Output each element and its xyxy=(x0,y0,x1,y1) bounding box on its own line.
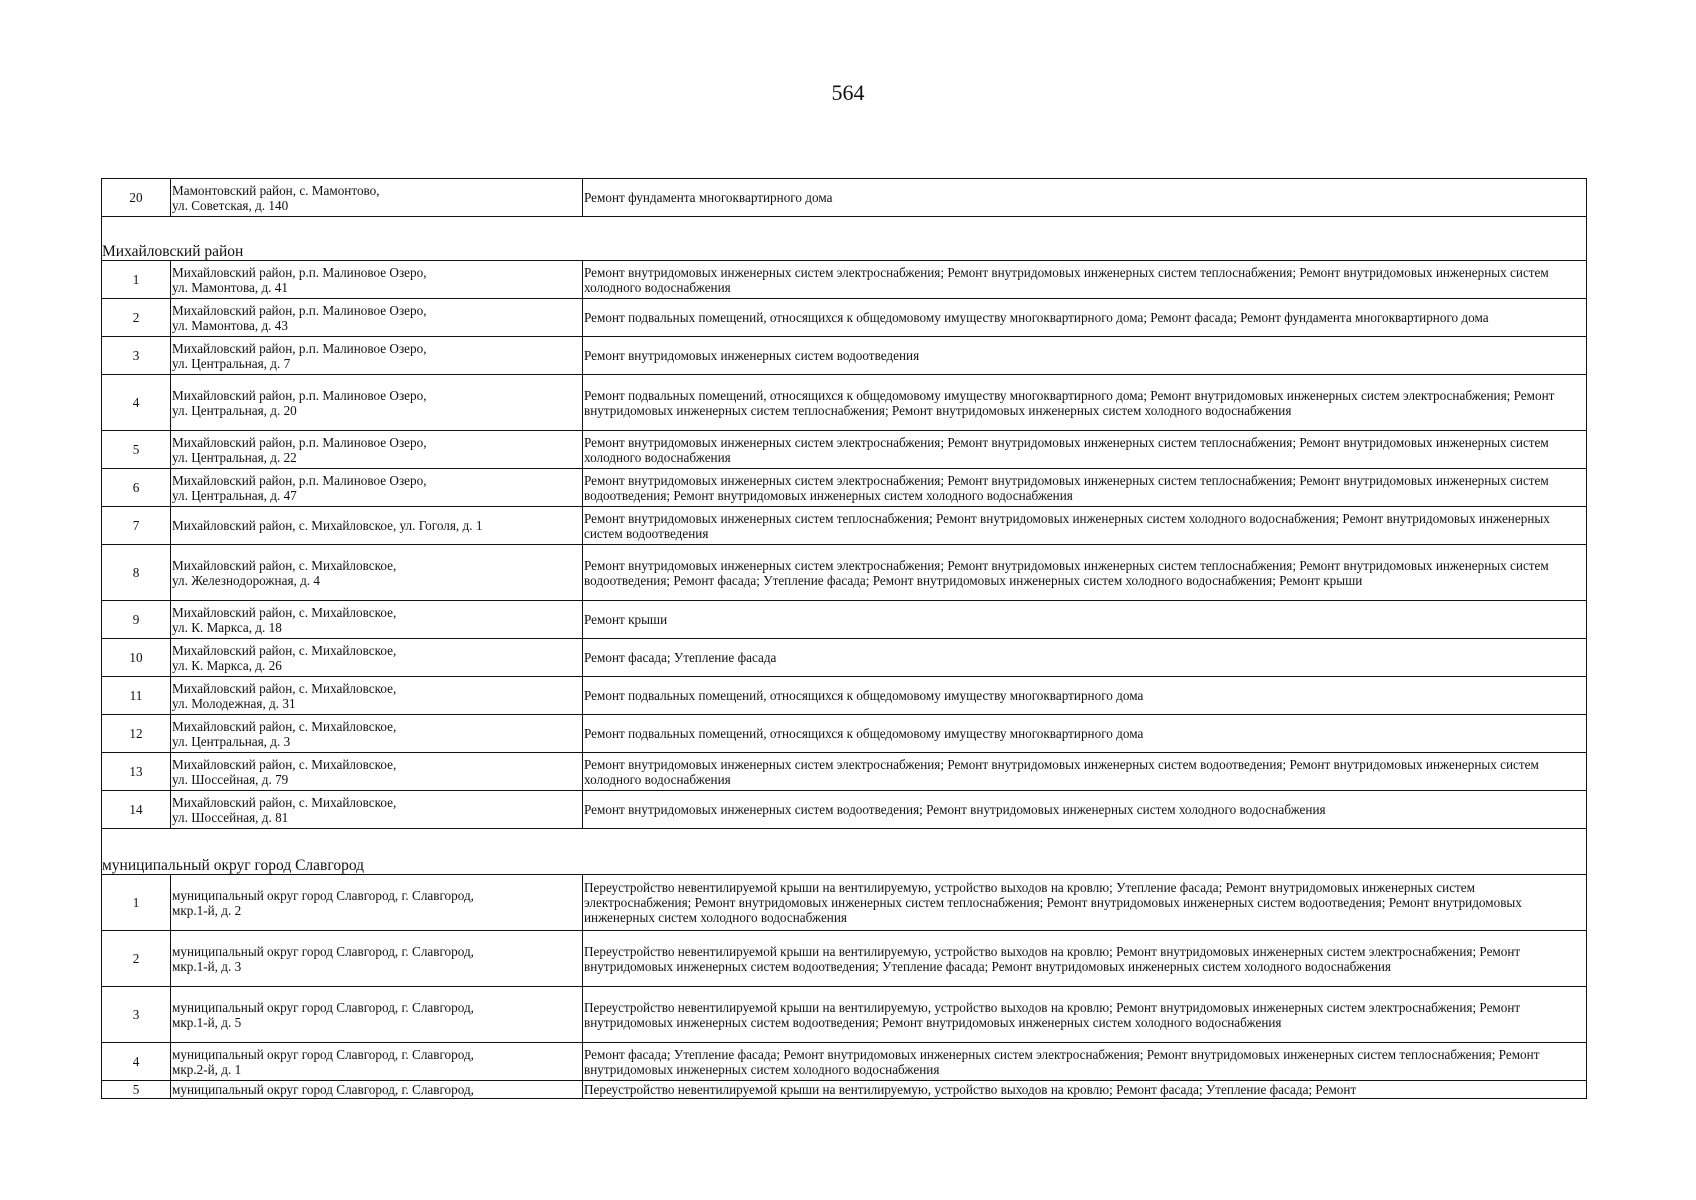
table-row xyxy=(102,431,1587,469)
works-cell: Ремонт внутридомовых инженерных систем электроснабжения; Ремонт внутридомовых инженерных систем теплоснабжения; Ремонт внутридомовых инженерных систем водоотведения; Ремонт внутридомовых инженерных систем холодного водоснабжения xyxy=(583,469,1587,507)
address-cell: Михайловский район, с. Михайловское, ул. К. Маркса, д. 18 xyxy=(171,601,583,639)
row-number: 4 xyxy=(102,375,171,431)
address-cell: Михайловский район, р.п. Малиновое Озеро, ул. Центральная, д. 20 xyxy=(171,375,583,431)
table-row xyxy=(102,931,1587,987)
row-number: 7 xyxy=(102,507,171,545)
works-cell: Ремонт внутридомовых инженерных систем электроснабжения; Ремонт внутридомовых инженерных систем теплоснабжения; Ремонт внутридомовых инженерных систем водоотведения; Ремонт фасада; Утепление фасада; Ремонт внутридомовых инженерных систем холодного водоснабжения; Ремонт крыши xyxy=(583,545,1587,601)
address-cell: муниципальный округ город Славгород, г. Славгород, мкр.2-й, д. 1 xyxy=(171,1043,583,1081)
address-cell: Михайловский район, с. Михайловское, ул. Молодежная, д. 31 xyxy=(171,677,583,715)
works-cell: Переустройство невентилируемой крыши на вентилируемую, устройство выходов на кровлю; Ремонт внутридомовых инженерных систем электроснабжения; Ремонт внутридомовых инженерных систем водоотведения; Утепление фасада; Ремонт внутридомовых инженерных систем холодного водоснабжения xyxy=(583,931,1587,987)
address-cell: муниципальный округ город Славгород, г. Славгород, мкр.1-й, д. 3 xyxy=(171,931,583,987)
row-number: 13 xyxy=(102,753,171,791)
row-number: 5 xyxy=(102,1081,171,1099)
address-cell: Михайловский район, р.п. Малиновое Озеро, ул. Мамонтова, д. 41 xyxy=(171,261,583,299)
table-row xyxy=(102,715,1587,753)
address-cell: Михайловский район, р.п. Малиновое Озеро, ул. Центральная, д. 7 xyxy=(171,337,583,375)
address-cell: Михайловский район, с. Михайловское, ул. Гоголя, д. 1 xyxy=(171,507,583,545)
works-cell: Ремонт внутридомовых инженерных систем водоотведения xyxy=(583,337,1587,375)
table-row xyxy=(102,875,1587,931)
section-header-row xyxy=(102,829,1587,875)
section-title: Михайловский район xyxy=(102,217,1587,261)
row-number: 5 xyxy=(102,431,171,469)
address-cell: Мамонтовский район, с. Мамонтово, ул. Советская, д. 140 xyxy=(171,179,583,217)
section-title: муниципальный округ город Славгород xyxy=(102,829,1587,875)
works-cell: Ремонт крыши xyxy=(583,601,1587,639)
table-row xyxy=(102,1081,1587,1099)
address-cell: Михайловский район, с. Михайловское, ул. К. Маркса, д. 26 xyxy=(171,639,583,677)
works-cell: Ремонт внутридомовых инженерных систем электроснабжения; Ремонт внутридомовых инженерных систем водоотведения; Ремонт внутридомовых инженерных систем холодного водоснабжения xyxy=(583,753,1587,791)
works-cell: Переустройство невентилируемой крыши на вентилируемую, устройство выходов на кровлю; Ремонт внутридомовых инженерных систем электроснабжения; Ремонт внутридомовых инженерных систем водоотведения; Ремонт внутридомовых инженерных систем холодного водоснабжения xyxy=(583,987,1587,1043)
repair-works-table xyxy=(101,178,1587,1099)
works-cell: Ремонт фасада; Утепление фасада; Ремонт внутридомовых инженерных систем электроснабжения; Ремонт внутридомовых инженерных систем теплоснабжения; Ремонт внутридомовых инженерных систем холодного водоснабжения xyxy=(583,1043,1587,1081)
works-cell: Ремонт внутридомовых инженерных систем электроснабжения; Ремонт внутридомовых инженерных систем теплоснабжения; Ремонт внутридомовых инженерных систем холодного водоснабжения xyxy=(583,431,1587,469)
table-row xyxy=(102,1043,1587,1081)
row-number: 2 xyxy=(102,931,171,987)
address-cell: муниципальный округ город Славгород, г. Славгород, мкр.1-й, д. 2 xyxy=(171,875,583,931)
row-number: 3 xyxy=(102,337,171,375)
row-number: 12 xyxy=(102,715,171,753)
table-row xyxy=(102,987,1587,1043)
table-row xyxy=(102,507,1587,545)
address-cell: Михайловский район, с. Михайловское, ул. Шоссейная, д. 81 xyxy=(171,791,583,829)
section-header-row xyxy=(102,217,1587,261)
works-cell: Ремонт внутридомовых инженерных систем водоотведения; Ремонт внутридомовых инженерных систем холодного водоснабжения xyxy=(583,791,1587,829)
table-row xyxy=(102,601,1587,639)
table-row xyxy=(102,753,1587,791)
works-cell: Ремонт фундамента многоквартирного дома xyxy=(583,179,1587,217)
address-cell: муниципальный округ город Славгород, г. Славгород, xyxy=(171,1081,583,1099)
address-cell: Михайловский район, с. Михайловское, ул. Шоссейная, д. 79 xyxy=(171,753,583,791)
table-row xyxy=(102,337,1587,375)
works-cell: Ремонт фасада; Утепление фасада xyxy=(583,639,1587,677)
row-number: 10 xyxy=(102,639,171,677)
row-number: 6 xyxy=(102,469,171,507)
address-cell: Михайловский район, р.п. Малиновое Озеро, ул. Центральная, д. 22 xyxy=(171,431,583,469)
table-row xyxy=(102,179,1587,217)
address-cell: Михайловский район, с. Михайловское, ул. Железнодорожная, д. 4 xyxy=(171,545,583,601)
works-cell: Ремонт подвальных помещений, относящихся к общедомовому имуществу многоквартирного дома; Ремонт внутридомовых инженерных систем электроснабжения; Ремонт внутридомовых инженерных систем теплоснабжения; Ремонт внутридомовых инженерных систем холодного водоснабжения xyxy=(583,375,1587,431)
table-row xyxy=(102,299,1587,337)
table-row xyxy=(102,469,1587,507)
row-number: 14 xyxy=(102,791,171,829)
works-cell: Переустройство невентилируемой крыши на вентилируемую, устройство выходов на кровлю; Ремонт фасада; Утепление фасада; Ремонт xyxy=(583,1081,1587,1099)
works-cell: Ремонт внутридомовых инженерных систем электроснабжения; Ремонт внутридомовых инженерных систем теплоснабжения; Ремонт внутридомовых инженерных систем холодного водоснабжения xyxy=(583,261,1587,299)
row-number: 9 xyxy=(102,601,171,639)
address-cell: Михайловский район, с. Михайловское, ул. Центральная, д. 3 xyxy=(171,715,583,753)
works-cell: Ремонт подвальных помещений, относящихся к общедомовому имуществу многоквартирного дома; Ремонт фасада; Ремонт фундамента многоквартирного дома xyxy=(583,299,1587,337)
page-number: 564 xyxy=(831,80,865,105)
row-number: 8 xyxy=(102,545,171,601)
row-number: 1 xyxy=(102,875,171,931)
works-cell: Переустройство невентилируемой крыши на вентилируемую, устройство выходов на кровлю; Утепление фасада; Ремонт внутридомовых инженерных систем электроснабжения; Ремонт внутридомовых инженерных систем теплоснабжения; Ремонт внутридомовых инженерных систем водоотведения; Ремонт внутридомовых инженерных систем холодного водоснабжения xyxy=(583,875,1587,931)
address-cell: Михайловский район, р.п. Малиновое Озеро, ул. Центральная, д. 47 xyxy=(171,469,583,507)
row-number: 3 xyxy=(102,987,171,1043)
row-number: 11 xyxy=(102,677,171,715)
table-row xyxy=(102,639,1587,677)
address-cell: муниципальный округ город Славгород, г. Славгород, мкр.1-й, д. 5 xyxy=(171,987,583,1043)
table-row xyxy=(102,791,1587,829)
row-number: 2 xyxy=(102,299,171,337)
table-row xyxy=(102,545,1587,601)
row-number: 1 xyxy=(102,261,171,299)
works-cell: Ремонт подвальных помещений, относящихся к общедомовому имуществу многоквартирного дома xyxy=(583,677,1587,715)
table-row xyxy=(102,375,1587,431)
address-cell: Михайловский район, р.п. Малиновое Озеро, ул. Мамонтова, д. 43 xyxy=(171,299,583,337)
table-row xyxy=(102,677,1587,715)
row-number: 20 xyxy=(102,179,171,217)
row-number: 4 xyxy=(102,1043,171,1081)
works-cell: Ремонт подвальных помещений, относящихся к общедомовому имуществу многоквартирного дома xyxy=(583,715,1587,753)
works-cell: Ремонт внутридомовых инженерных систем теплоснабжения; Ремонт внутридомовых инженерных систем холодного водоснабжения; Ремонт внутридомовых инженерных систем водоотведения xyxy=(583,507,1587,545)
table-row xyxy=(102,261,1587,299)
